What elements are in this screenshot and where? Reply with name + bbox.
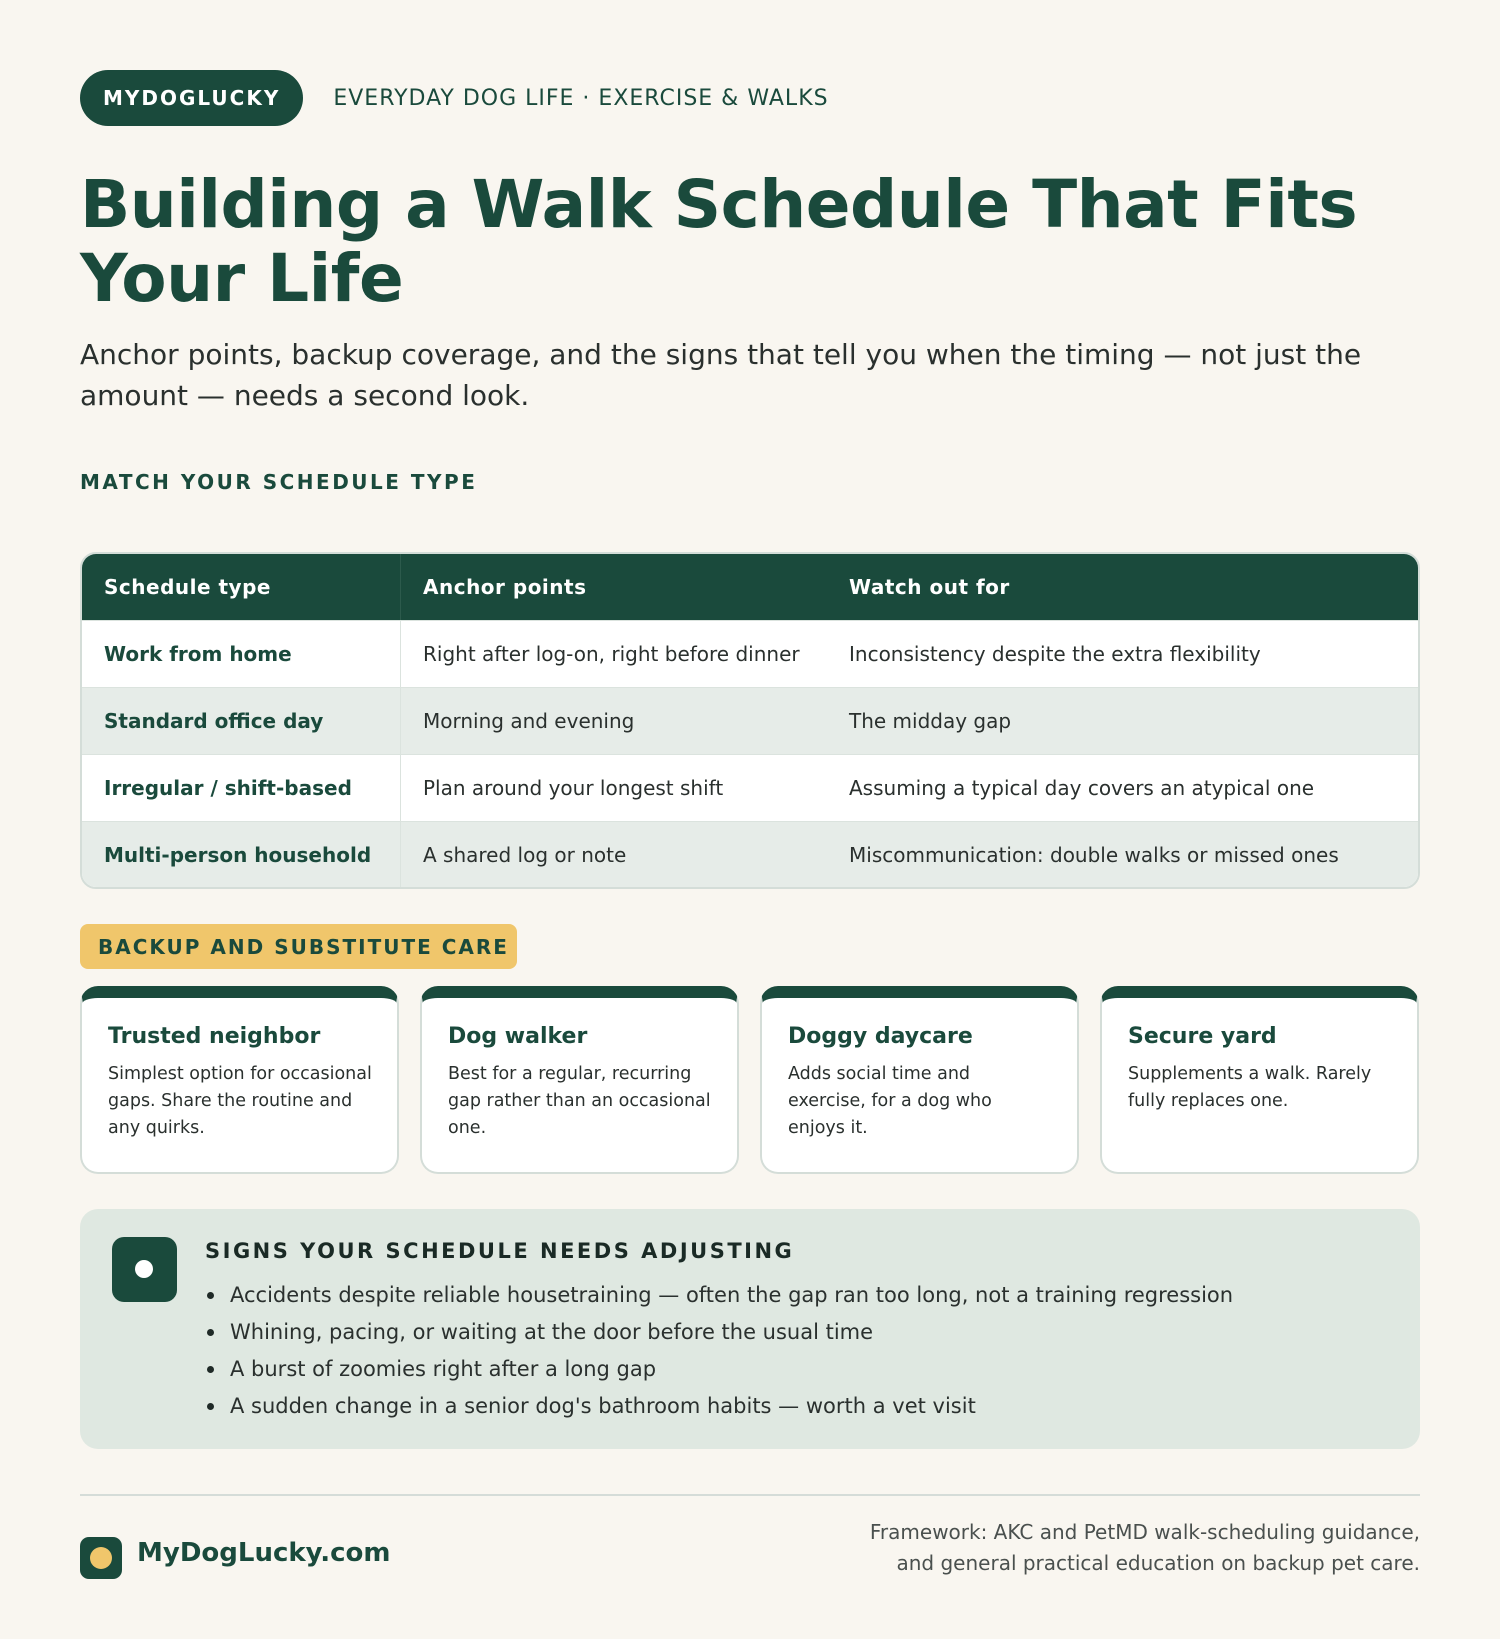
watch-out-cell: The midday gap [849, 709, 1012, 733]
list-item: Whining, pacing, or waiting at the door before the usual time [205, 1314, 1233, 1351]
signs-title: SIGNS YOUR SCHEDULE NEEDS ADJUSTING [205, 1239, 795, 1263]
schedule-type-cell: Multi-person household [82, 822, 401, 888]
card-title: Trusted neighbor [108, 1024, 321, 1049]
table-row [82, 821, 1418, 888]
footer-site-link[interactable]: MyDogLucky.com [137, 1538, 391, 1568]
footer-source-note [860, 1517, 1420, 1579]
list-item: Accidents despite reliable housetraining — often the gap ran too long, not a training regression [205, 1277, 1233, 1314]
anchor-points-cell: Right after log-on, right before dinner [423, 642, 800, 666]
table-row [82, 754, 1418, 821]
category-kicker: EVERYDAY DOG LIFE · EXERCISE & WALKS [333, 85, 829, 111]
brand-badge[interactable]: MYDOGLUCKY [80, 70, 303, 126]
footer-note-line: Framework: AKC and PetMD walk-scheduling guidance, [869, 1520, 1420, 1544]
dot-icon [112, 1237, 177, 1302]
watch-out-cell: Inconsistency despite the extra flexibility [849, 642, 1261, 666]
page-subtitle: Anchor points, backup coverage, and the signs that tell you when the timing — not just the amount — needs a second look. [80, 338, 1362, 412]
card-title: Doggy daycare [788, 1024, 973, 1049]
page-title: Building a Walk Schedule That Fits Your Life [80, 166, 1358, 317]
column-header-watch-out-for: Watch out for [849, 575, 1010, 599]
list-item: A burst of zoomies right after a long gap [205, 1351, 1233, 1388]
watch-out-cell: Assuming a typical day covers an atypical one [849, 776, 1315, 800]
schedule-type-cell: Work from home [82, 621, 401, 687]
backup-card-trusted-neighbor [80, 986, 399, 1174]
schedule-type-cell: Standard office day [82, 688, 401, 754]
schedule-type-cell: Irregular / shift-based [82, 755, 401, 821]
header-bar [80, 70, 829, 126]
schedule-section-label: MATCH YOUR SCHEDULE TYPE [80, 470, 478, 494]
backup-cards [80, 986, 1420, 1174]
table-row [82, 687, 1418, 754]
footer-divider [80, 1494, 1420, 1496]
signs-panel [80, 1209, 1420, 1449]
card-text: Adds social time and exercise, for a dog who enjoys it. [788, 1064, 992, 1138]
card-text: Supplements a walk. Rarely fully replaces one. [1128, 1064, 1372, 1111]
footer-note-line: and general practical education on backup pet care. [896, 1551, 1420, 1575]
watch-out-cell: Miscommunication: double walks or missed ones [849, 843, 1339, 867]
anchor-points-cell: A shared log or note [423, 843, 627, 867]
backup-card-doggy-daycare [760, 986, 1079, 1174]
backup-section-label: BACKUP AND SUBSTITUTE CARE [80, 924, 517, 969]
card-text: Simplest option for occasional gaps. Share the routine and any quirks. [108, 1064, 372, 1138]
backup-card-secure-yard [1100, 986, 1419, 1174]
list-item: A sudden change in a senior dog's bathroom habits — worth a vet visit [205, 1388, 1233, 1425]
backup-card-dog-walker [420, 986, 739, 1174]
card-title: Secure yard [1128, 1024, 1277, 1049]
anchor-points-cell: Morning and evening [423, 709, 635, 733]
table-header-row [82, 554, 1418, 620]
column-header-anchor-points: Anchor points [423, 575, 587, 599]
signs-list [205, 1277, 1233, 1425]
schedule-table [80, 552, 1420, 889]
card-text: Best for a regular, recurring gap rather than an occasional one. [448, 1064, 711, 1138]
logo-icon [80, 1537, 122, 1579]
card-title: Dog walker [448, 1024, 588, 1049]
table-row [82, 620, 1418, 687]
anchor-points-cell: Plan around your longest shift [423, 776, 724, 800]
column-header-schedule-type: Schedule type [82, 554, 401, 620]
